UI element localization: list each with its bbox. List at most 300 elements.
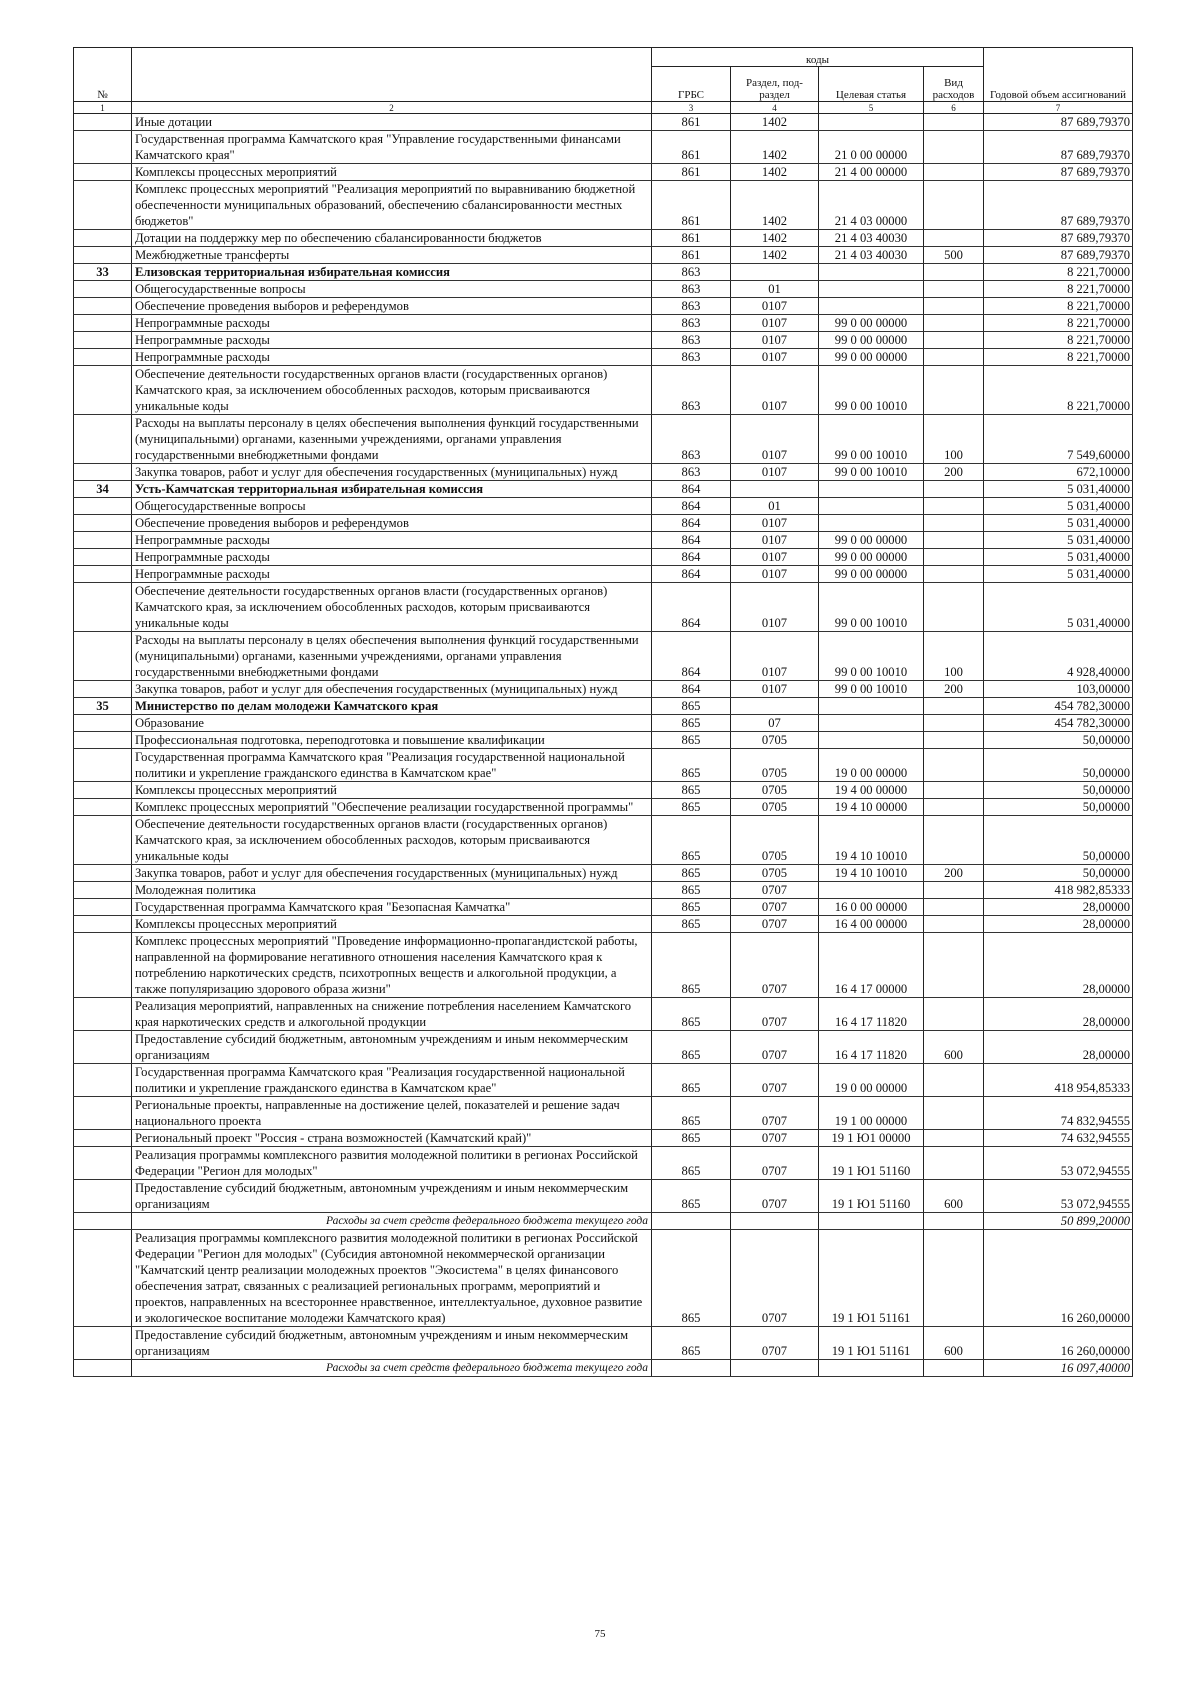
row-amount: 16 260,00000 — [984, 1327, 1133, 1360]
header-no: № — [74, 48, 132, 102]
row-target-article — [819, 698, 924, 715]
row-amount: 16 260,00000 — [984, 1230, 1133, 1327]
row-grbs: 863 — [652, 464, 731, 481]
row-grbs: 865 — [652, 698, 731, 715]
header-codes: коды — [652, 48, 984, 67]
table-row — [74, 749, 1133, 782]
page-number: 75 — [594, 1628, 606, 1640]
row-name: Предоставление субсидий бюджетным, автономным учреждениям и иным некоммерческим организациям — [132, 1031, 652, 1064]
table-row — [74, 1180, 1133, 1213]
table-header — [74, 48, 1133, 114]
row-expense-type — [924, 998, 984, 1031]
header-index-6: 6 — [924, 102, 984, 114]
row-expense-type — [924, 782, 984, 799]
row-amount: 5 031,40000 — [984, 532, 1133, 549]
row-amount: 87 689,79370 — [984, 247, 1133, 264]
row-expense-type: 200 — [924, 865, 984, 882]
row-grbs: 865 — [652, 1064, 731, 1097]
row-grbs: 865 — [652, 933, 731, 998]
row-target-article: 99 0 00 10010 — [819, 632, 924, 681]
row-razdel: 1402 — [731, 114, 819, 131]
row-amount: 8 221,70000 — [984, 315, 1133, 332]
row-number — [74, 164, 132, 181]
row-target-article: 99 0 00 10010 — [819, 583, 924, 632]
row-razdel: 0707 — [731, 1097, 819, 1130]
row-razdel: 0107 — [731, 632, 819, 681]
row-target-article — [819, 1360, 924, 1377]
row-target-article: 19 1 Ю1 00000 — [819, 1130, 924, 1147]
row-name: Комплекс процессных мероприятий "Проведение информационно-пропагандистской работы, направленной на формирование негативного отношения населения Камчатского края к потреблению наркотических средств, психотропных веществ и алкогольной продукции, а также популяризацию здорового образа жизни" — [132, 933, 652, 998]
row-target-article: 99 0 00 00000 — [819, 349, 924, 366]
row-expense-type — [924, 230, 984, 247]
table-row — [74, 1147, 1133, 1180]
row-number — [74, 1147, 132, 1180]
row-razdel: 0107 — [731, 681, 819, 698]
row-razdel: 01 — [731, 281, 819, 298]
row-expense-type: 200 — [924, 464, 984, 481]
table-row — [74, 933, 1133, 998]
table-row — [74, 1360, 1133, 1377]
row-target-article — [819, 515, 924, 532]
row-amount: 74 832,94555 — [984, 1097, 1133, 1130]
row-number — [74, 1213, 132, 1230]
row-target-article — [819, 114, 924, 131]
row-target-article: 99 0 00 00000 — [819, 549, 924, 566]
row-grbs: 861 — [652, 131, 731, 164]
row-expense-type — [924, 532, 984, 549]
header-razdel: Раздел, под-раздел — [731, 67, 819, 102]
row-expense-type — [924, 732, 984, 749]
row-amount: 454 782,30000 — [984, 715, 1133, 732]
header-index-5: 5 — [819, 102, 924, 114]
row-razdel: 0107 — [731, 315, 819, 332]
row-amount: 87 689,79370 — [984, 230, 1133, 247]
row-name: Предоставление субсидий бюджетным, автономным учреждениям и иным некоммерческим организациям — [132, 1180, 652, 1213]
row-grbs: 864 — [652, 532, 731, 549]
row-expense-type — [924, 131, 984, 164]
row-grbs: 863 — [652, 349, 731, 366]
row-grbs — [652, 1360, 731, 1377]
row-amount: 8 221,70000 — [984, 281, 1133, 298]
row-number — [74, 782, 132, 799]
row-number — [74, 247, 132, 264]
row-name: Непрограммные расходы — [132, 566, 652, 583]
header-expense-type: Вид расходов — [924, 67, 984, 102]
row-grbs: 864 — [652, 632, 731, 681]
table-row — [74, 816, 1133, 865]
row-number — [74, 583, 132, 632]
row-expense-type — [924, 315, 984, 332]
row-razdel: 0107 — [731, 532, 819, 549]
row-number — [74, 933, 132, 998]
table-body — [74, 114, 1133, 1377]
table-row — [74, 181, 1133, 230]
row-name: Непрограммные расходы — [132, 532, 652, 549]
row-grbs: 865 — [652, 998, 731, 1031]
row-razdel: 0107 — [731, 298, 819, 315]
row-name: Региональный проект "Россия - страна возможностей (Камчатский край)" — [132, 1130, 652, 1147]
row-razdel: 0707 — [731, 1230, 819, 1327]
row-grbs: 861 — [652, 114, 731, 131]
row-name: Реализация мероприятий, направленных на снижение потребления населением Камчатского края наркотических средств и алкогольной продукции — [132, 998, 652, 1031]
row-number — [74, 281, 132, 298]
row-grbs: 864 — [652, 583, 731, 632]
row-number — [74, 816, 132, 865]
row-grbs — [652, 1213, 731, 1230]
row-expense-type — [924, 481, 984, 498]
row-razdel: 0705 — [731, 816, 819, 865]
row-number — [74, 916, 132, 933]
budget-table — [73, 47, 1133, 1377]
row-number — [74, 532, 132, 549]
row-target-article: 19 4 10 00000 — [819, 799, 924, 816]
row-expense-type — [924, 1147, 984, 1180]
row-amount: 672,10000 — [984, 464, 1133, 481]
row-grbs: 864 — [652, 498, 731, 515]
row-grbs: 865 — [652, 1097, 731, 1130]
row-amount: 87 689,79370 — [984, 164, 1133, 181]
table-row — [74, 532, 1133, 549]
row-number — [74, 1360, 132, 1377]
row-name: Комплекс процессных мероприятий "Реализация мероприятий по выравниванию бюджетной обеспеченности муниципальных образований, обеспечению сбалансированности местных бюджетов" — [132, 181, 652, 230]
row-number — [74, 230, 132, 247]
row-name: Закупка товаров, работ и услуг для обеспечения государственных (муниципальных) нужд — [132, 681, 652, 698]
row-expense-type — [924, 1360, 984, 1377]
row-amount: 50,00000 — [984, 816, 1133, 865]
table-row — [74, 131, 1133, 164]
row-amount: 50,00000 — [984, 749, 1133, 782]
row-expense-type — [924, 1213, 984, 1230]
row-razdel: 0707 — [731, 1031, 819, 1064]
row-razdel: 1402 — [731, 164, 819, 181]
row-target-article: 19 1 Ю1 51161 — [819, 1230, 924, 1327]
row-amount: 8 221,70000 — [984, 366, 1133, 415]
row-name: Реализация программы комплексного развития молодежной политики в регионах Российской Федерации "Регион для молодых" (Субсидия автономной некоммерческой организации "Камчатский центр реализации молодежных проектов "Экосистема" в целях финансового обеспечения затрат, связанных с реализацией региональных программ, мероприятий и проектов, направленных на всестороннее нравственное, интеллектуальное, духовное развитие и экологическое воспитание молодежи Камчатского края) — [132, 1230, 652, 1327]
row-number — [74, 464, 132, 481]
row-amount: 5 031,40000 — [984, 583, 1133, 632]
row-amount: 53 072,94555 — [984, 1180, 1133, 1213]
row-name: Государственная программа Камчатского края "Управление государственными финансами Камчатского края" — [132, 131, 652, 164]
row-number — [74, 1230, 132, 1327]
row-target-article — [819, 715, 924, 732]
row-number — [74, 415, 132, 464]
row-grbs: 865 — [652, 1230, 731, 1327]
table-row — [74, 415, 1133, 464]
row-target-article: 19 4 00 00000 — [819, 782, 924, 799]
row-expense-type: 600 — [924, 1031, 984, 1064]
row-grbs: 865 — [652, 899, 731, 916]
row-amount: 28,00000 — [984, 1031, 1133, 1064]
row-expense-type — [924, 882, 984, 899]
header-index-3: 3 — [652, 102, 731, 114]
row-target-article — [819, 882, 924, 899]
row-target-article: 16 4 17 11820 — [819, 998, 924, 1031]
row-number — [74, 181, 132, 230]
row-number — [74, 899, 132, 916]
table-row — [74, 916, 1133, 933]
row-number — [74, 332, 132, 349]
table-row — [74, 882, 1133, 899]
row-target-article: 19 1 Ю1 51160 — [819, 1147, 924, 1180]
table-row — [74, 632, 1133, 681]
row-name: Комплекс процессных мероприятий "Обеспечение реализации государственной программы" — [132, 799, 652, 816]
row-amount: 87 689,79370 — [984, 131, 1133, 164]
header-target-article: Целевая статья — [819, 67, 924, 102]
row-amount: 50 899,20000 — [984, 1213, 1133, 1230]
row-amount: 8 221,70000 — [984, 264, 1133, 281]
table-row — [74, 498, 1133, 515]
row-razdel: 1402 — [731, 131, 819, 164]
row-expense-type — [924, 549, 984, 566]
row-razdel: 0707 — [731, 1180, 819, 1213]
header-index-2: 2 — [132, 102, 652, 114]
row-target-article: 99 0 00 00000 — [819, 532, 924, 549]
row-grbs: 865 — [652, 799, 731, 816]
row-target-article — [819, 498, 924, 515]
row-grbs: 865 — [652, 749, 731, 782]
row-target-article: 19 1 Ю1 51161 — [819, 1327, 924, 1360]
table-row — [74, 732, 1133, 749]
row-amount: 8 221,70000 — [984, 298, 1133, 315]
row-expense-type — [924, 715, 984, 732]
row-number — [74, 131, 132, 164]
table-row — [74, 164, 1133, 181]
row-target-article — [819, 264, 924, 281]
row-target-article: 21 4 00 00000 — [819, 164, 924, 181]
row-name: Министерство по делам молодежи Камчатского края — [132, 698, 652, 715]
row-grbs: 865 — [652, 816, 731, 865]
row-target-article: 99 0 00 10010 — [819, 464, 924, 481]
row-razdel: 0107 — [731, 332, 819, 349]
table-row — [74, 799, 1133, 816]
row-expense-type — [924, 281, 984, 298]
row-target-article: 99 0 00 10010 — [819, 366, 924, 415]
row-target-article — [819, 1213, 924, 1230]
row-name: Обеспечение деятельности государственных органов власти (государственных органов) Камчатского края, за исключением обособленных расходов, которым присваиваются уникальные коды — [132, 816, 652, 865]
table-row — [74, 349, 1133, 366]
row-grbs: 865 — [652, 1327, 731, 1360]
row-razdel — [731, 481, 819, 498]
row-name: Профессиональная подготовка, переподготовка и повышение квалификации — [132, 732, 652, 749]
table-row — [74, 515, 1133, 532]
row-name: Расходы за счет средств федерального бюджета текущего года — [132, 1213, 652, 1230]
row-number — [74, 681, 132, 698]
row-expense-type — [924, 1097, 984, 1130]
row-amount: 87 689,79370 — [984, 114, 1133, 131]
row-name: Комплексы процессных мероприятий — [132, 782, 652, 799]
row-name: Региональные проекты, направленные на достижение целей, показателей и решение задач национального проекта — [132, 1097, 652, 1130]
row-number — [74, 1130, 132, 1147]
row-amount: 74 632,94555 — [984, 1130, 1133, 1147]
row-target-article: 19 1 Ю1 51160 — [819, 1180, 924, 1213]
row-expense-type — [924, 181, 984, 230]
row-target-article: 19 0 00 00000 — [819, 749, 924, 782]
row-target-article: 21 4 03 00000 — [819, 181, 924, 230]
row-razdel: 0707 — [731, 1327, 819, 1360]
row-name: Образование — [132, 715, 652, 732]
row-number — [74, 998, 132, 1031]
row-razdel — [731, 1360, 819, 1377]
row-razdel: 0107 — [731, 566, 819, 583]
row-razdel — [731, 1213, 819, 1230]
row-razdel: 0707 — [731, 1064, 819, 1097]
row-number: 33 — [74, 264, 132, 281]
row-expense-type — [924, 332, 984, 349]
table-row — [74, 715, 1133, 732]
row-amount: 8 221,70000 — [984, 332, 1133, 349]
row-razdel: 0707 — [731, 933, 819, 998]
row-number — [74, 715, 132, 732]
row-razdel: 0707 — [731, 916, 819, 933]
row-name: Закупка товаров, работ и услуг для обеспечения государственных (муниципальных) нужд — [132, 865, 652, 882]
row-name: Непрограммные расходы — [132, 549, 652, 566]
row-name: Общегосударственные вопросы — [132, 281, 652, 298]
row-expense-type: 100 — [924, 415, 984, 464]
table-row — [74, 464, 1133, 481]
row-grbs: 865 — [652, 1031, 731, 1064]
row-name: Комплексы процессных мероприятий — [132, 916, 652, 933]
row-expense-type — [924, 749, 984, 782]
row-target-article: 16 4 17 00000 — [819, 933, 924, 998]
row-target-article: 21 4 03 40030 — [819, 230, 924, 247]
row-expense-type — [924, 298, 984, 315]
row-grbs: 865 — [652, 1130, 731, 1147]
row-number — [74, 366, 132, 415]
row-expense-type — [924, 515, 984, 532]
row-name: Обеспечение проведения выборов и референдумов — [132, 515, 652, 532]
row-number — [74, 498, 132, 515]
header-name — [132, 48, 652, 102]
row-expense-type — [924, 583, 984, 632]
row-amount: 28,00000 — [984, 933, 1133, 998]
row-name: Реализация программы комплексного развития молодежной политики в регионах Российской Федерации "Регион для молодых" — [132, 1147, 652, 1180]
table-row — [74, 566, 1133, 583]
row-razdel: 1402 — [731, 181, 819, 230]
row-expense-type — [924, 114, 984, 131]
row-razdel: 0107 — [731, 366, 819, 415]
row-grbs: 863 — [652, 332, 731, 349]
row-name: Государственная программа Камчатского края "Реализация государственной национальной политики и укрепление гражданского единства в Камчатском крае" — [132, 749, 652, 782]
row-expense-type — [924, 1064, 984, 1097]
row-number — [74, 1031, 132, 1064]
row-amount: 454 782,30000 — [984, 698, 1133, 715]
row-expense-type — [924, 366, 984, 415]
table-row — [74, 366, 1133, 415]
table-row — [74, 782, 1133, 799]
header-annual-volume: Годовой объем ассигнований — [984, 48, 1133, 102]
row-grbs: 863 — [652, 298, 731, 315]
row-razdel: 0707 — [731, 1130, 819, 1147]
table-row — [74, 114, 1133, 131]
row-target-article — [819, 298, 924, 315]
row-razdel: 0705 — [731, 799, 819, 816]
row-amount: 28,00000 — [984, 998, 1133, 1031]
header-index-1: 1 — [74, 102, 132, 114]
table-row — [74, 1097, 1133, 1130]
row-grbs: 863 — [652, 264, 731, 281]
row-name: Елизовская территориальная избирательная комиссия — [132, 264, 652, 281]
row-name: Государственная программа Камчатского края "Реализация государственной национальной политики и укрепление гражданского единства в Камчатском крае" — [132, 1064, 652, 1097]
row-razdel: 1402 — [731, 247, 819, 264]
table-row — [74, 247, 1133, 264]
row-target-article: 99 0 00 00000 — [819, 566, 924, 583]
row-target-article: 16 0 00 00000 — [819, 899, 924, 916]
table-row — [74, 899, 1133, 916]
table-row — [74, 1213, 1133, 1230]
row-number — [74, 298, 132, 315]
row-razdel: 0705 — [731, 782, 819, 799]
row-number: 35 — [74, 698, 132, 715]
row-grbs: 861 — [652, 230, 731, 247]
row-razdel: 0707 — [731, 998, 819, 1031]
table-row — [74, 865, 1133, 882]
row-target-article: 19 4 10 10010 — [819, 816, 924, 865]
table-row — [74, 281, 1133, 298]
row-number — [74, 799, 132, 816]
row-name: Обеспечение деятельности государственных органов власти (государственных органов) Камчатского края, за исключением обособленных расходов, которым присваиваются уникальные коды — [132, 583, 652, 632]
row-grbs: 864 — [652, 481, 731, 498]
row-razdel: 01 — [731, 498, 819, 515]
row-razdel: 0107 — [731, 515, 819, 532]
row-grbs: 863 — [652, 315, 731, 332]
row-amount: 5 031,40000 — [984, 481, 1133, 498]
row-name: Обеспечение проведения выборов и референдумов — [132, 298, 652, 315]
row-number — [74, 515, 132, 532]
row-expense-type — [924, 916, 984, 933]
row-amount: 50,00000 — [984, 865, 1133, 882]
row-grbs: 864 — [652, 566, 731, 583]
row-amount: 5 031,40000 — [984, 566, 1133, 583]
row-name: Государственная программа Камчатского края "Безопасная Камчатка" — [132, 899, 652, 916]
row-amount: 5 031,40000 — [984, 549, 1133, 566]
row-amount: 50,00000 — [984, 732, 1133, 749]
row-grbs: 864 — [652, 515, 731, 532]
row-amount: 4 928,40000 — [984, 632, 1133, 681]
row-grbs: 863 — [652, 415, 731, 464]
row-number — [74, 549, 132, 566]
table-row — [74, 315, 1133, 332]
row-number — [74, 1097, 132, 1130]
row-razdel — [731, 698, 819, 715]
table-row — [74, 264, 1133, 281]
row-name: Обеспечение деятельности государственных органов власти (государственных органов) Камчатского края, за исключением обособленных расходов, которым присваиваются уникальные коды — [132, 366, 652, 415]
row-razdel: 0107 — [731, 583, 819, 632]
row-expense-type — [924, 349, 984, 366]
row-expense-type: 100 — [924, 632, 984, 681]
row-razdel: 0705 — [731, 732, 819, 749]
row-target-article: 99 0 00 00000 — [819, 332, 924, 349]
row-amount: 87 689,79370 — [984, 181, 1133, 230]
row-expense-type — [924, 566, 984, 583]
row-razdel — [731, 264, 819, 281]
row-target-article: 21 0 00 00000 — [819, 131, 924, 164]
row-target-article: 19 1 00 00000 — [819, 1097, 924, 1130]
table-row — [74, 1327, 1133, 1360]
row-expense-type — [924, 799, 984, 816]
row-amount: 418 954,85333 — [984, 1064, 1133, 1097]
row-amount: 5 031,40000 — [984, 515, 1133, 532]
row-razdel: 07 — [731, 715, 819, 732]
table-row — [74, 681, 1133, 698]
row-number — [74, 566, 132, 583]
row-name: Усть-Камчатская территориальная избирательная комиссия — [132, 481, 652, 498]
row-number — [74, 315, 132, 332]
row-name: Непрограммные расходы — [132, 315, 652, 332]
row-grbs: 861 — [652, 164, 731, 181]
row-name: Комплексы процессных мероприятий — [132, 164, 652, 181]
row-name: Иные дотации — [132, 114, 652, 131]
row-target-article: 99 0 00 00000 — [819, 315, 924, 332]
